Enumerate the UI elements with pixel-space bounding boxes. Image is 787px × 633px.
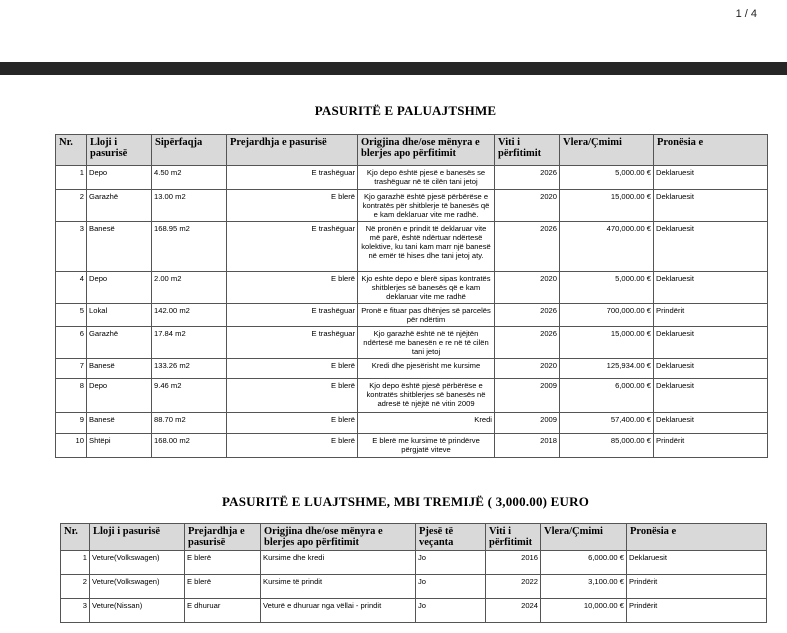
row-method: E blerë me kursime të prindërve përgjatë viteve [358,434,495,458]
row-type: Garazhë [87,190,152,222]
row-value: 6,000.00 € [560,379,654,413]
row-owner: Deklaruesit [654,190,768,222]
row-origin: E trashëguar [227,304,358,327]
row-type: Lokal [87,304,152,327]
row-type: Banesë [87,222,152,272]
row-owner: Deklaruesit [654,413,768,434]
row-origin: E trashëguar [227,327,358,359]
row-type: Garazhë [87,327,152,359]
row-parts: Jo [416,551,486,575]
header-area: Sipërfaqja [152,135,227,166]
top-divider-bar [0,62,787,75]
header-type: Lloji i pasurisë [90,524,185,551]
row-method: Kjo eshte depo e blerë sipas kontratës shitblerjes së banesës që e kam deklaruar vite me radhë [358,272,495,304]
row-type: Depo [87,166,152,190]
row-origin: E blerë [227,359,358,379]
row-year: 2026 [495,222,560,272]
row-origin: E trashëguar [227,166,358,190]
header-nr: Nr. [56,135,87,166]
table-row [61,599,767,623]
table-row [56,272,768,304]
table-row [56,359,768,379]
header-type: Lloji i pasurisë [87,135,152,166]
row-method: Kredi dhe pjesërisht me kursime [358,359,495,379]
row-owner: Deklaruesit [654,166,768,190]
row-value: 6,000.00 € [541,551,627,575]
row-value: 5,000.00 € [560,272,654,304]
row-year: 2020 [495,359,560,379]
table-row [56,327,768,359]
row-method: Pronë e fituar pas dhënjes së parcelës për ndërtim [358,304,495,327]
immovable-section-title: PASURITË E PALUAJTSHME [314,103,497,118]
row-year: 2009 [495,379,560,413]
row-method: Në pronën e prindit të deklaruar vite më parë, është ndërtuar ndërtesë kolektive, ku tani kam marr një banesë në emër të hises dhe tani jetoj aty. [358,222,495,272]
row-value: 3,100.00 € [541,575,627,599]
movable-section-title: PASURITË E LUAJTSHME, MBI TREMIJË ( 3,000.00) EURO [221,494,590,509]
row-value: 15,000.00 € [560,190,654,222]
row-area: 9.46 m2 [152,379,227,413]
row-method: Kjo garazhë është në të njëjtën ndërtesë me banesën e re në të cilën tani jetoj [358,327,495,359]
movable-assets-table [60,523,767,623]
row-method: Kredi [358,413,495,434]
row-area: 168.95 m2 [152,222,227,272]
header-method: Origjina dhe/ose mënyra e blerjes apo përfitimit [261,524,416,551]
table-row [56,413,768,434]
table-row [61,551,767,575]
row-nr: 1 [61,551,90,575]
row-value: 57,400.00 € [560,413,654,434]
row-origin: E blerë [227,190,358,222]
row-nr: 2 [56,190,87,222]
row-nr: 2 [61,575,90,599]
row-year: 2009 [495,413,560,434]
row-type: Banesë [87,413,152,434]
row-year: 2018 [495,434,560,458]
row-area: 2.00 m2 [152,272,227,304]
row-parts: Jo [416,599,486,623]
row-owner: Deklaruesit [654,359,768,379]
table-row [61,575,767,599]
header-origin: Prejardhja e pasurisë [185,524,261,551]
row-method: Veturë e dhuruar nga vëllai - prindit [261,599,416,623]
row-origin: E dhuruar [185,599,261,623]
table-row [56,304,768,327]
row-origin: E blerë [227,413,358,434]
row-owner: Deklaruesit [654,272,768,304]
page-counter: 1 / 4 [735,8,757,20]
row-type: Veture(Volkswagen) [90,575,185,599]
row-value: 85,000.00 € [560,434,654,458]
table-row [56,166,768,190]
row-origin: E trashëguar [227,222,358,272]
row-nr: 10 [56,434,87,458]
row-method: Kjo depo është pjesë e banesës se trashëguar në të cilën tani jetoj [358,166,495,190]
header-year: Viti i përfitimit [486,524,541,551]
row-owner: Prindërit [654,304,768,327]
row-method: Kjo depo është pjesë përbërëse e kontratës shitblerjes së banesës në adresë të njëjtë në vitin 2009 [358,379,495,413]
row-year: 2020 [495,272,560,304]
table-row [56,222,768,272]
row-origin: E blerë [227,379,358,413]
row-area: 133.26 m2 [152,359,227,379]
row-year: 2026 [495,304,560,327]
row-owner: Deklaruesit [627,551,767,575]
row-year: 2024 [486,599,541,623]
row-area: 17.84 m2 [152,327,227,359]
row-value: 10,000.00 € [541,599,627,623]
row-owner: Prindërit [654,434,768,458]
row-owner: Prindërit [627,599,767,623]
row-origin: E blerë [185,575,261,599]
row-year: 2022 [486,575,541,599]
row-method: Kursime të prindit [261,575,416,599]
row-nr: 9 [56,413,87,434]
row-origin: E blerë [227,434,358,458]
table-row [56,434,768,458]
row-nr: 5 [56,304,87,327]
row-nr: 4 [56,272,87,304]
row-origin: E blerë [185,551,261,575]
row-year: 2016 [486,551,541,575]
header-owner: Pronësia e [654,135,768,166]
row-year: 2026 [495,166,560,190]
row-type: Shtëpi [87,434,152,458]
row-nr: 8 [56,379,87,413]
row-owner: Deklaruesit [654,379,768,413]
row-nr: 3 [56,222,87,272]
row-type: Depo [87,272,152,304]
immovable-assets-table [55,134,768,458]
row-value: 125,934.00 € [560,359,654,379]
row-owner: Deklaruesit [654,327,768,359]
header-origin: Prejardhja e pasurisë [227,135,358,166]
row-method: Kursime dhe kredi [261,551,416,575]
header-value: Vlera/Çmimi [541,524,627,551]
row-nr: 3 [61,599,90,623]
header-nr: Nr. [61,524,90,551]
row-type: Veture(Volkswagen) [90,551,185,575]
row-area: 88.70 m2 [152,413,227,434]
row-area: 4.50 m2 [152,166,227,190]
table-row [56,190,768,222]
row-nr: 6 [56,327,87,359]
row-area: 13.00 m2 [152,190,227,222]
row-type: Banesë [87,359,152,379]
row-origin: E blerë [227,272,358,304]
row-owner: Prindërit [627,575,767,599]
table-header-row [56,135,768,166]
row-year: 2020 [495,190,560,222]
header-owner: Pronësia e [627,524,767,551]
table-header-row [61,524,767,551]
row-owner: Deklaruesit [654,222,768,272]
header-year: Viti i përfitimit [495,135,560,166]
row-area: 168.00 m2 [152,434,227,458]
row-year: 2026 [495,327,560,359]
header-parts: Pjesë të veçanta [416,524,486,551]
header-method: Origjina dhe/ose mënyra e blerjes apo përfitimit [358,135,495,166]
row-area: 142.00 m2 [152,304,227,327]
row-nr: 1 [56,166,87,190]
row-value: 5,000.00 € [560,166,654,190]
row-value: 470,000.00 € [560,222,654,272]
row-method: Kjo garazhë është pjesë përbërëse e kontratës për shitblerje të banesës që e kam deklaruar vite me radhë. [358,190,495,222]
row-nr: 7 [56,359,87,379]
header-value: Vlera/Çmimi [560,135,654,166]
row-value: 700,000.00 € [560,304,654,327]
row-type: Depo [87,379,152,413]
row-parts: Jo [416,575,486,599]
table-row [56,379,768,413]
row-value: 15,000.00 € [560,327,654,359]
row-type: Veture(Nissan) [90,599,185,623]
